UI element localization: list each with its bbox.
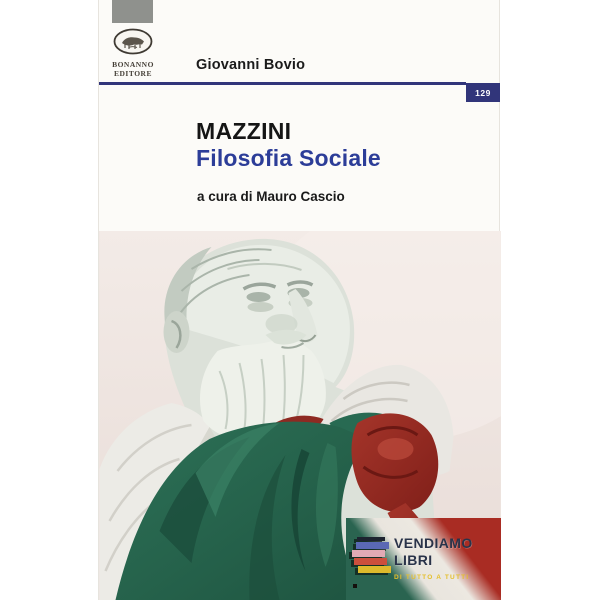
badge-text [394,535,473,581]
publisher-logo-block [111,28,155,78]
series-number: 129 [475,87,491,98]
badge-tagline: DI TUTTO A TUTTI [394,574,470,581]
badge-dot [353,584,357,588]
book-subtitle: Filosofia Sociale [196,145,381,171]
series-number-tab [466,83,500,102]
publisher-name-line1: BONANNO [112,60,154,69]
badge-line1: VENDIAMO [394,535,473,551]
book-cover [98,0,500,600]
author-name: Giovanni Bovio [196,57,306,73]
capitoline-wolf-icon [113,42,153,59]
book-spines-stack-icon [352,537,392,574]
publisher-name-line2: EDITORE [114,68,152,78]
badge-line2: LIBRI [394,552,433,568]
book-title: MAZZINI [196,118,292,144]
header-rule [99,82,466,85]
cover-photo-mazzini-bust [99,231,501,600]
bookseller-badge [346,518,501,600]
editor-credit: a cura di Mauro Cascio [197,189,345,204]
top-spine-tab [112,0,153,23]
